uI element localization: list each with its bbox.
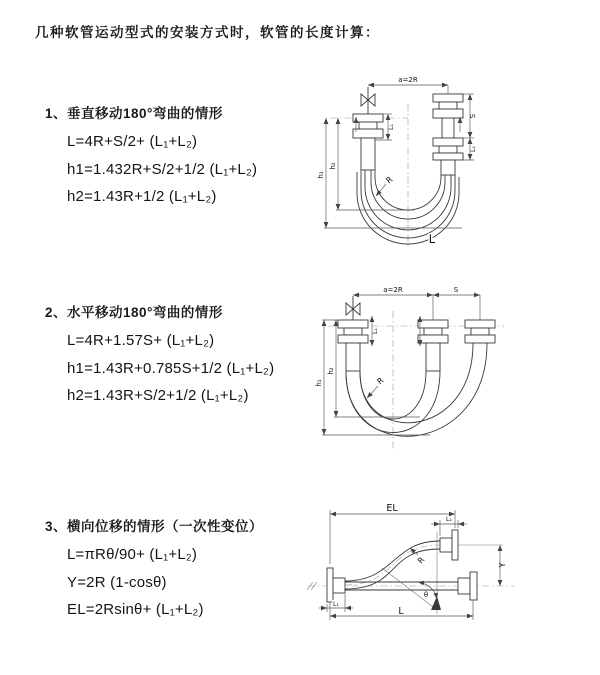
middle-pipe-fitting — [418, 320, 448, 371]
hose-bundle — [346, 343, 487, 436]
page-title: 几种软管运动型式的安装方式时，软管的长度计算： — [35, 25, 380, 40]
label-radius: R — [415, 555, 427, 566]
dim-label-h1: h₁ — [317, 171, 325, 179]
diagram-labels — [333, 503, 507, 617]
section-2-formula-h2: h2=1.43R+S/2+1/2 (L₁+L₂) — [67, 387, 249, 404]
section-1-heading: 1、垂直移动180°弯曲的情形 — [45, 106, 223, 121]
section-3-heading: 3、横向位移的情形（一次性变位） — [45, 519, 264, 534]
construction-lines — [382, 532, 441, 614]
dim-label-el: EL — [386, 503, 398, 514]
dim-label-a2r: a=2R — [398, 76, 418, 84]
dim-label-l1-top: L₁ — [446, 516, 452, 523]
label-length: L — [428, 232, 436, 246]
label-radius: R — [384, 174, 395, 186]
dim-label-h2: h₂ — [327, 367, 335, 375]
section-2-heading: 2、水平移动180°弯曲的情形 — [45, 305, 223, 320]
dim-label-l1-left: L₁ — [388, 124, 395, 130]
section-1-formula-h1: h1=1.432R+S/2+1/2 (L₁+L₂) — [67, 160, 258, 178]
diagram-2-horizontal-bend — [312, 283, 572, 468]
dim-label-l1-left: L₁ — [333, 601, 339, 608]
section-3-formula-y: Y=2R (1-cosθ) — [67, 573, 167, 591]
left-flange — [327, 568, 345, 602]
dim-label-a2r: a=2R — [383, 286, 403, 294]
right-pipe-fitting — [465, 320, 495, 343]
section-3-formula-el: EL=2Rsinθ+ (L₁+L₂) — [67, 601, 204, 618]
dim-label-h1: h₁ — [315, 379, 323, 387]
label-length: L — [398, 606, 404, 617]
section-1 — [45, 104, 257, 211]
left-pipe-fitting — [353, 114, 383, 170]
valve-icon — [346, 296, 360, 320]
dim-label-s: S — [453, 286, 459, 294]
dim-label-l1-right: L₁ — [470, 146, 477, 152]
right-pipe-fittings — [433, 94, 463, 175]
label-theta: θ — [423, 591, 429, 599]
left-pipe-fitting — [338, 320, 368, 371]
section-2 — [45, 303, 274, 410]
top-flange-displaced — [440, 530, 458, 560]
section-1-formula-l: L=4R+S/2+ (L₁+L₂) — [67, 133, 198, 150]
label-radius: R — [375, 375, 386, 387]
diagram-1-vertical-bend — [312, 70, 572, 260]
section-2-formula-l: L=4R+1.57S+ (L₁+L₂) — [67, 332, 215, 349]
dim-label-h2: h₂ — [329, 162, 337, 170]
dim-label-y: Y — [498, 562, 507, 568]
diagram-3-lateral-displacement — [300, 498, 530, 633]
valve-icon — [361, 87, 375, 114]
section-3 — [45, 517, 263, 624]
dimensions — [319, 510, 500, 620]
dim-label-l1: L₁ — [372, 328, 379, 334]
section-2-formula-h1: h1=1.43R+0.785S+1/2 (L₁+L₂) — [67, 359, 275, 377]
dim-label-s: S — [469, 113, 477, 119]
section-3-formula-l: L=πRθ/90+ (L₁+L₂) — [67, 546, 198, 563]
right-flange — [458, 572, 477, 600]
section-1-formula-h2: h2=1.43R+1/2 (L₁+L₂) — [67, 188, 217, 205]
